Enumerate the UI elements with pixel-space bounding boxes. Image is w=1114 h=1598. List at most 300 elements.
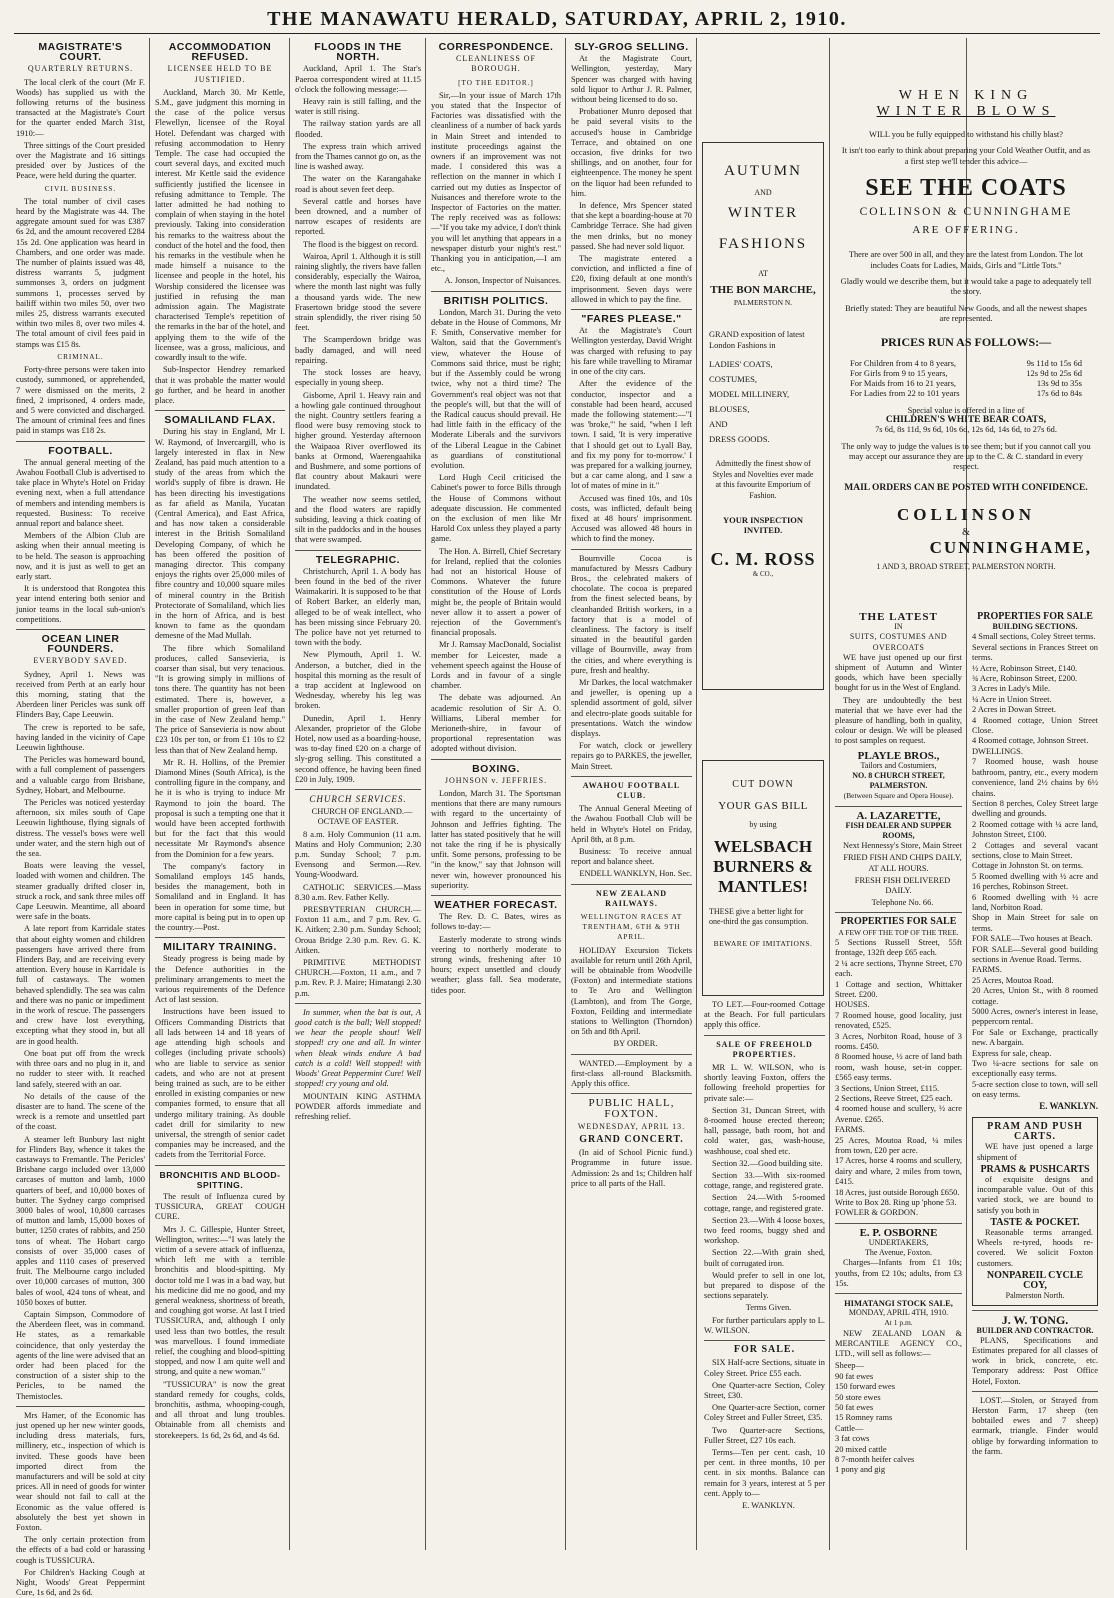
paragraph: SIX Half-acre Sections, situate in Coley Street. Price £55 each.: [704, 1358, 825, 1378]
paragraph: Mrs J. C. Gillespie, Hunter Street, Wellington, writes:—"I was lately the victim of a severe attack of influenza, which left me with a terrible bronchitis and blood-spitting. My doctor told me I was in a bad way, but his medicine did me no good, and my general weakness, shortness of breath, and coughing got worse. At last I tried TUSSICURA, and, although I only used less than two bottles, the result was marvellous. I found immediate relief, the coughing and blood-spitting stopped, and now I am quite well and strong, and quite a new woman.": [155, 1224, 285, 1377]
paragraph: One Quarter-acre Section, corner Coley Street and Fuller Street, £35.: [704, 1403, 825, 1423]
paragraph: The Scamperdown bridge was badly damaged, and will need repairing.: [295, 335, 421, 365]
ad-line: &: [962, 526, 970, 538]
ad-line: YOUR INSPECTION INVITED.: [722, 515, 804, 535]
headline: MILITARY TRAINING.: [163, 941, 277, 954]
welsbach-ad: [702, 760, 824, 996]
paragraph: It is understood that Rongotea this year intend entering both senior and junior teams in the local sub-union's competitions.: [16, 584, 145, 624]
ad-line: Admittedly the finest show of Styles and Novelties ever made at this favourite Emporium of Fashion.: [712, 459, 814, 500]
column-5: [567, 38, 696, 1550]
paragraph: Instructions have been issued to Officers Commanding Districts that all lads between 14 and 18 years of age attending high schools and colleges (including private schools) who are liable to service as senior cadets, and who are not at present being trained as such, are to be either enrolled in existing companies or new companies formed, to ensure that all undergo military training. As double cadet drill for similarity to new universal, the strength of senior cadet companies may be increased, and the cadets from the Territorial Force.: [155, 1007, 285, 1160]
paragraph: Several cattle and horses have been drowned, and a number of narrow escapes of residents are reported.: [295, 196, 421, 237]
paragraph: A steamer left Bunbury last night for Flinders Bay, whence it takes the castaways to Fremantle. The Pericles' Brisbane cargo included over 13,000 carcases of mutton and lamb, 1000 quarters of beef, and 10,000 boxes of butter. The Sydney cargo comprised 3000 bales of wool, 10,800 carcases of mutton and lamb, 15,000 boxes of butter, 1250 crates of rabbits, and 250 tons of wheat. The Hobart cargo consists of over 35,000 cases of apples and 1110 cases of preserved fruit. The Melbourne cargo included over 10,000 carcases of mutton, 300 bales of wool, 424 tons of wheat, and 1050 boxes of butter.: [16, 1134, 145, 1307]
paragraph: No details of the cause of the disaster are to hand. The scene of the wreck is a remote and unsettled part of the coast.: [16, 1091, 145, 1132]
ad-line: (Between Square and Opera House).: [843, 791, 954, 801]
property-item: FOWLER & GORDON.: [835, 1208, 919, 1218]
paragraph: Next Hennessy's Store, Main Street: [843, 841, 962, 851]
headline: MAGISTRATE'S COURT.: [38, 41, 123, 64]
stock-item: 8 7-month heifer calves: [835, 1454, 915, 1464]
paragraph: CATHOLIC SERVICES.—Mass 8.30 a.m. Rev. Father Kelly.: [295, 882, 421, 902]
ad-line: FISH DEALER AND SUPPER ROOMS,: [845, 820, 952, 841]
paragraph: The weather now seems settled, and the flood waters are rapidly subsiding, leaving a thick coating of silt in the paddocks and in the houses that were swamped.: [295, 494, 421, 545]
price-value: 13s 9d to 35s: [1036, 377, 1082, 388]
column-rule: [425, 38, 426, 1550]
paragraph: Reasonable terms arranged. Wheels re-tyred, hoods re-covered. We solicit Foxton customers.: [977, 1227, 1093, 1268]
paragraph: Boats were leaving the vessel, loaded with women and children. The steamer gradually drifted closer in, struck a rock, and sank three miles off Cape Leeuwin. Meantime, all aboard were safe in the boats.: [16, 861, 145, 922]
ad-list-item: DRESS GOODS.: [709, 434, 770, 444]
ad-line: BUILDER AND CONTRACTOR.: [976, 1325, 1094, 1335]
ad-line: Special value is offered in a line of: [907, 405, 1025, 415]
paragraph: One Quarter-acre Section, Coley Street, £30.: [704, 1380, 825, 1400]
notice-title: SALE OF FREEHOLD PROPERTIES.: [716, 1039, 813, 1059]
ad-line: Palmerston North.: [1005, 1291, 1065, 1301]
ad-line: PRAMS & PUSHCARTS: [980, 1163, 1090, 1175]
headline: CORRESPONDENCE.: [438, 41, 554, 53]
property-item: 25 Acres, Moutoa Road, ¼ miles from town, £20 per acre.: [835, 1135, 962, 1156]
ad-line: C. M. ROSS: [710, 549, 816, 569]
paragraph: BY ORDER.: [613, 1039, 658, 1049]
paragraph: The company's factory in Somaliland employs 145 hands, besides the management, both in Somaliland and in England. It has been in operation for some time, but more capital is being put in to open up the country.—Post.: [155, 861, 285, 933]
ad-line: There are over 500 in all, and they are the latest from London. The lot includes Coats for Ladies, Maids, Girls and "Little Tots.": [848, 250, 1084, 270]
property-item: 2 Roomed cottage with ¼ acre land, Johnston Street, £100.: [972, 819, 1098, 840]
property-item: FOR SALE—Two houses at Beach.: [972, 934, 1093, 944]
paragraph: Sir,—In your issue of March 17th you stated that the Inspector of Factories was dissatisfied with the cleanliness of a number of back yards in Main Street and intended to institute proceedings against the owners if an improvement was not made. I considered this was a reflection on the manner in which I carried out my duties as Inspector of Nuisances and therefore wrote to the Inspector of Factories on the matter. The reply received was as follows:—"If you take my advice, I don't think you will let anything that appears in a newspaper disturb your night's rest." Thanking you in anticipation,—I am etc.,: [431, 90, 561, 274]
ad-line: TASTE & POCKET.: [990, 1216, 1080, 1228]
ad-list-item: COSTUMES,: [709, 374, 757, 384]
ad-line: At 1 p.m.: [884, 1318, 913, 1328]
divider: [835, 1293, 962, 1294]
price-label: For Children from 4 to 8 years,: [850, 357, 956, 368]
stock-item: 15 Romney rams: [835, 1413, 893, 1423]
ad-line: E. P. OSBORNE: [859, 1226, 938, 1239]
headline: SLY-GROG SELLING.: [574, 41, 689, 53]
ad-line: AND: [754, 188, 772, 197]
ad-line: SUITS, COSTUMES AND OVERCOATS: [849, 632, 948, 652]
paragraph: FRESH FISH DELIVERED DAILY.: [854, 875, 951, 896]
price-label: For Ladies from 22 to 101 years: [850, 387, 960, 398]
ad-line: COLLINSON & CUNNINGHAME: [859, 206, 1073, 219]
paragraph: Christchurch, April 1. A body has been found in the bed of the river Waimakariri. It is supposed to be that of Robert Barker, an elderly man, alleged to be of weak intellect, who has been missing since February 20. The police have not yet returned to town with the body.: [295, 566, 421, 648]
stock-item: 50 store ewes: [835, 1392, 881, 1402]
paragraph: Section 31, Duncan Street, with 8-roomed house erected thereon; hall, passage, bath room, hot and cold water, gas, wash-house, washhouse, coal shed etc.: [704, 1105, 825, 1156]
paragraph: The flood is the biggest on record.: [303, 239, 419, 249]
paragraph: Probationer Munro deposed that he paid several visits to the accused's house in Cambridge Terrace, and obtained on one occasion, five drinks for two shillings, and on another, four for eighteenpence. The money he spent on the liquor had been refunded to him.: [571, 107, 692, 198]
stock-item: 90 fat ewes: [835, 1371, 874, 1381]
property-item: 6 Roomed dwelling with ½ acre land, Norbiton Road.: [972, 892, 1098, 912]
masthead-rule: [14, 33, 1100, 34]
paragraph: Lord Hugh Cecil criticised the Cabinet's power to force Bills through the House of Commons without adequate discussion. He commented on the exclusion of men like Mr Harold Cox unless they played a party game.: [431, 473, 561, 544]
property-item: Cottage in Johnston St. on terms.: [972, 861, 1083, 871]
ad-line: SEE THE COATS: [865, 175, 1067, 202]
paragraph: At the Magistrate Court, Wellington, yesterday, Mary Spencer was charged with having sold liquor to Arthur J. R. Palmer, without being licensed to do so.: [571, 54, 692, 105]
paragraph: The Hon. A. Birrell, Chief Secretary for Ireland, replied that the colonies had not an historical House of Commons. Whatever the future constitution of the House of Lords might be, the people of Britain would never allow it to assert a power of rejection of the Government's financial proposals.: [431, 546, 561, 638]
paragraph: Bournville Cocoa is manufactured by Messrs Cadbury Bros., the celebrated makers of chocolate. The cocoa is prepared from the finest selected beans, by cleanhanded British workers, in a factory that is a model of cleanliness. The factory is itself situated in the beautiful garden village of Bournville, away from the cities, and where everything is pure, fresh and healthy.: [571, 553, 692, 675]
signature: E. WANKLYN.: [742, 1500, 795, 1510]
ad-line: PROPERTIES FOR SALE: [840, 916, 957, 928]
paragraph: The total number of civil cases heard by the Magistrate was 44. The aggregate amount sued for was £387 6s 2d, and the amount recovered £284 15s 2d. One application was heard in Chambers, and one order was made. The number of plaints issued was 48, distress warrants 5, judgment summonses 3, orders on judgment summons 1, processes served by bailiff within two miles 50, over two miles 25, distress warrants executed within two miles 8, over two miles 4. The total amount of civil fees paid in stamps was £15 8s.: [16, 196, 145, 349]
ad-line: BUILDING SECTIONS.: [992, 622, 1078, 632]
subhead: CIVIL BUSINESS.: [44, 184, 117, 193]
paragraph: Gisborne, April 1. Heavy rain and a howling gale continued throughout the night. Country settlers fearing a flood were busy removing stock to higher ground. Yesterday afternoon the Waipaoa River overflowed its banks at Ormond, Waerengaahika and Bushmere, and some portions of flat country about Makauri were inundated.: [295, 390, 421, 492]
paragraph: Members of the Albion Club are asking when their annual meeting is to be held. The season is approaching now, and it is just as well to get an early start.: [16, 531, 145, 581]
masthead: THE MANAWATU HERALD, SATURDAY, APRIL 2, 1910.: [267, 8, 847, 30]
paragraph: CHURCH OF ENGLAND.—OCTAVE OF EASTER.: [311, 807, 413, 827]
headline: TELEGRAPHIC.: [315, 553, 401, 566]
divider: [704, 1340, 825, 1341]
paragraph: Three sittings of the Court presided over the Magistrate and 16 sittings presided over by Justices of the Peace, were held during the quarter.: [16, 140, 145, 181]
paragraph: For Children's Hacking Cough at Night, Woods' Great Peppermint Cure, 1s 6d, and 2s 6d.: [16, 1567, 145, 1598]
property-item: 5 Roomed dwelling with ½ acre and 16 perches, Robinson Street.: [972, 871, 1098, 892]
divider: [155, 410, 285, 411]
property-item: 18 Acres, just outside Borough £650.: [835, 1187, 960, 1197]
stock-list: [835, 1361, 962, 1475]
notice-title: AWAHOU FOOTBALL CLUB.: [582, 780, 681, 801]
subhead: WEDNESDAY, APRIL 13.: [577, 1121, 686, 1131]
property-item: 5-acre section close to town, will sell on easy terms.: [972, 1079, 1098, 1100]
paragraph: Steady progress is being made by the Defence authorities in the preliminary arrangements to meet the various requirements of the Defence Act of last session.: [155, 954, 285, 1005]
property-item: 1 Cottage and section, Whittaker Street. £200.: [835, 979, 962, 999]
price-value: 12s 9d to 25s 6d: [1026, 367, 1082, 378]
property-item: FARMS.: [835, 1125, 865, 1135]
ad-line: WELSBACH: [713, 837, 813, 856]
paragraph: Section 24.—With 5-roomed cottage, range, and registered grate.: [704, 1193, 825, 1213]
paragraph: Business: To receive annual report and balance sheet.: [571, 847, 692, 867]
divider: [16, 441, 145, 442]
divider: [972, 1310, 1098, 1311]
property-item: HOUSES.: [835, 1000, 870, 1010]
ad-line: IN: [894, 622, 903, 632]
divider: [431, 291, 561, 292]
paragraph: of exquisite designs and incomparable value. Out of this varied stock, we are bound to satisfy you both in: [977, 1174, 1093, 1215]
notice-title: NEW ZEALAND RAILWAYS.: [595, 888, 668, 908]
subhead: EVERYBODY SAVED.: [33, 656, 128, 666]
property-list: [972, 632, 1098, 1100]
ad-line: PROPERTIES FOR SALE: [977, 611, 1093, 622]
property-item: 25 Acres, Moutoa Road.: [972, 975, 1054, 985]
divider: [16, 1406, 145, 1407]
ad-line: PLAYLE BROS.,: [857, 749, 940, 762]
paragraph: Mr R. H. Hollins, of the Premier Diamond Mines (South Africa), is the controlling figure in the company, and he it is who is trying to induce Mr Raymond to join the board. The proposal is such a tempting one that it would have been accepted forthwith but for the fact that this would necessitate Mr Raymond's absence from the Dominion for a few years.: [155, 757, 285, 859]
ad-line: MONDAY, APRIL 4TH, 1910.: [848, 1308, 949, 1318]
property-list: [835, 938, 962, 1219]
ad-line: WHEN KING: [898, 88, 1034, 103]
property-item: 3 Sections, Union Street, £115.: [835, 1083, 940, 1093]
stock-item: 3 fat cows: [835, 1434, 870, 1444]
paragraph: Sydney, April 1. News was received from Perth at an early hour this morning, stating that the Aberdeen liner Pericles was sunk off Flinders Bay, Cape Leeuwin.: [16, 669, 145, 720]
price-value: 17s 6d to 84s: [1036, 387, 1082, 398]
subhead: JOHNSON v. JEFFRIES.: [444, 775, 548, 785]
pram-ad: [972, 1117, 1098, 1306]
ad-line: Gladly would we describe them, but it would take a page to adequately tell the story.: [840, 277, 1092, 297]
paragraph: The Pericles was homeward bound, with a full complement of passengers and a valuable cargo from Brisbane, Sydney, Hobart, and Melbourne.: [16, 755, 145, 795]
ad-line: GRAND exposition of latest London Fashions in: [709, 330, 805, 350]
divider: [155, 937, 285, 938]
property-item: ¾ Acre, Robinson Street, £200.: [972, 674, 1078, 684]
divider: [972, 1391, 1098, 1392]
ad-line: Tailors and Costumiers,: [860, 760, 937, 770]
property-item: FOR SALE—Several good building sections in Avenue Road. Terms.: [972, 944, 1098, 964]
paragraph: Forty-three persons were taken into custody, summoned, or apprehended, 7 were dismissed on the merits, 2 fined, 2 imprisoned, 4 orders made, and 5 were convicted and discharged. The amount of criminal fees and fines paid in stamps was £18 2s.: [16, 365, 145, 436]
paragraph: In defence, Mrs Spencer stated that she kept a boarding-house at 70 Cambridge Terrace. She had given the men drinks, but no money passed. She had never sold liquor.: [571, 201, 692, 251]
notice-title: GRAND CONCERT.: [579, 1133, 684, 1145]
subhead: [TO THE EDITOR.]: [458, 78, 534, 87]
property-item: ¼ Acre in Union Street.: [972, 694, 1052, 704]
paragraph: The stock losses are heavy, especially in young sheep.: [295, 368, 421, 388]
ad-line: AT: [758, 269, 768, 278]
property-item: 7 Roomed house, good locality, just renovated, £525.: [835, 1010, 962, 1031]
stock-item: 1 pony and gig: [835, 1465, 886, 1475]
ad-list-item: BLOUSES,: [709, 404, 750, 414]
paragraph: PRESBYTERIAN CHURCH.—Foxton 11 a.m., and 7 p.m. Rev. G. K. Aitken; 2.30 p.m. Sunday School; Oroua Bridge 2.30 p.m. Rev. G. K. Aitken.: [295, 905, 421, 955]
paragraph: Terms—Ten per cent. cash, 10 per cent. in three months, 10 per cent. in six months. Balance can remain for 3 years, interest at 5 per cent. Apply to—: [704, 1447, 825, 1498]
column-1: [12, 38, 149, 1598]
stock-item: 150 forward ewes: [835, 1382, 895, 1392]
ad-line: by using: [749, 820, 777, 829]
paragraph: The fibre which Somaliland produces, called Sansevieria, is coarser than sisal, but very tenacious. "It is growing simply in millions of tons there. The quantity has not been estimated. There is, however, a smaller proportion of green leaf than in the case of New Zealand hemp." The price of Sansevieria is now about £23 10s per ton, or from £1 10s to £2 less than that of New Zealand hemp.: [155, 643, 285, 755]
subhead: CLEANLINESS OF BOROUGH.: [455, 54, 536, 74]
ad-line: PRAM AND PUSH CARTS.: [987, 1120, 1083, 1143]
ad-line: UNDERTAKERS,: [868, 1238, 929, 1248]
ad-line: BURNERS &: [713, 857, 813, 876]
price-row: [850, 358, 1082, 368]
paragraph: Heavy rain is still falling, and the water is still rising.: [295, 97, 421, 117]
divider: [835, 806, 962, 807]
paragraph: The local clerk of the court (Mr F. Woods) has supplied us with the following returns of the business transacted at the Magistrate's Court for the quarter ended March 31st, 1910:—: [16, 77, 145, 138]
paragraph: The annual general meeting of the Awahou Football Club is advertised to take place in Whyte's Hotel on Friday evening next, when a full attendance of members and intending members is requested. Business: To receive annual report and balance sheet.: [16, 457, 145, 528]
property-item: 8 Roomed house, ½ acre of land bath room, wash house, set-in copper. £565 easy terms.: [835, 1052, 962, 1083]
paragraph: MOUNTAIN KING ASTHMA POWDER affords immediate and refreshing relief.: [295, 1091, 421, 1121]
headline: "FARES PLEASE.": [581, 313, 682, 326]
ad-line: The only way to judge the values is to see them; but if you cannot call you may accept our assurance they are up to the C. & C. standard in every respect.: [841, 441, 1091, 472]
ad-line: MANTLES!: [718, 877, 808, 896]
property-item: 4 Roomed cottage, Johnson Street.: [972, 736, 1089, 746]
subhead: LICENSEE HELD TO BE JUSTIFIED.: [167, 64, 273, 84]
ad-line: CUNNINGHAME,: [929, 537, 1092, 557]
paragraph: Auckland, March 30. Mr Kettle, S.M., gave judgment this morning in the case of the police versus Flewellyn, licensee of the Royal Hotel. Defendant was charged with refusing accommodation to Henry Temple. The case had occupied the court several days, and excited much interest. Mr Kettle said the evidence sufficiently justified the licensee in refusing admittance to Temple. The latter admitted he had nothing to complain of when staying in the hotel previously. Taking into consideration his remarks to the waitress about the conduct of the hotel and the food, then his remarks in the vestibule when he made himself a nuisance to the licensee and people in the hotel, his Worship considered the licensee was justified in refusing the man admission again. The Magistrate characterised Temple's repetition of the remarks in the bar of the hotel, and applying them to the wife of the licensee, was a gross, malicious, and cowardly insult to the wife.: [155, 87, 285, 363]
property-item: Section 8 perches, Coley Street large dwelling and grounds.: [972, 798, 1098, 819]
ad-line: CUT DOWN: [732, 779, 794, 790]
divider: [571, 1054, 692, 1055]
ad-line: 7s 6d, 8s 11d, 9s 6d, 10s 6d, 12s 6d, 14s 6d, to 27s 6d.: [875, 424, 1057, 434]
paragraph: WANTED.—Employment by a first-class all-round Blacksmith. Apply this office.: [571, 1058, 692, 1089]
ad-line: E. WANKLYN.: [1039, 1100, 1098, 1111]
divider: [835, 912, 962, 913]
paragraph: FRIED FISH AND CHIPS DAILY, AT ALL HOURS.: [843, 853, 962, 873]
paragraph: Would prefer to sell in one lot, but prepared to dispose of the sections separately.: [704, 1270, 825, 1301]
column-rule: [696, 38, 697, 1550]
paragraph: Easterly moderate to strong winds veering to northerly moderate to strong winds, freshening after 10 hours; expect unsettled and cloudy weather; glass fall. Sea moderate, tides poor.: [431, 934, 561, 995]
divider: [295, 550, 421, 551]
paragraph: The express train which arrived from the Thames cannot go on, as the line is washed away.: [295, 141, 421, 172]
divider: [16, 629, 145, 630]
paragraph: The only certain protection from the effects of a bad cold or harassing cough is TUSSICURA.: [16, 1535, 145, 1565]
paragraph: Two Quarter-acre Sections, Fuller Street, £27 10s each.: [704, 1425, 825, 1445]
subhead: CRIMINAL.: [57, 352, 104, 361]
property-item: 3 Acres in Lady's Mile.: [972, 684, 1051, 694]
paragraph: London, March 31. The Sportsman mentions that there are many rumours with regard to the uncertainty of Johnson and Jeffries fighting. The latter has stated positively that he will not take the ring if he is physically unfit. Some persons, professing to be "in the know," say that Johnson will never win, however pronounced his superiority.: [431, 789, 561, 890]
headline: BRONCHITIS AND BLOOD-SPITTING.: [159, 1169, 281, 1190]
headline: WEATHER FORECAST.: [434, 899, 558, 912]
paragraph: The crew is reported to be safe, having landed in the vicinity of Cape Leeuwin lighthouse.: [16, 722, 145, 752]
price-label: For Girls from 9 to 15 years,: [850, 367, 948, 378]
property-item: 2 Acres in Dowan Street.: [972, 705, 1056, 715]
headline: OCEAN LINER FOUNDERS.: [41, 632, 120, 656]
paragraph: Accused was fined 10s, and 10s costs, was inflicted, default being fixed at 48 hours' imprisonment. Accused was allowed 48 hours in which to find the money.: [571, 493, 692, 544]
property-item: 2 ¼ acre sections, Thynne Street, £70 each.: [835, 958, 962, 979]
property-item: 4 Roomed cottage, Union Street Close.: [972, 715, 1098, 736]
headline: ACCOMMODATION REFUSED.: [168, 41, 272, 64]
paragraph: PLANS, Specifications and Estimates prepared for all classes of work in brick, concrete, etc. Temporary address: Post Office Hotel, Foxton.: [972, 1335, 1098, 1386]
paragraph: After the evidence of the conductor, inspector and a constable had been heard, accused made the following statement:—"I was 'broke,'" he said, "when I left town. I said, 'It is very imperative that I should get out to Lyall Bay, and fix my pony for to-morrow.' I was prepared for a walking journey, but a car came along, and I saw a lot of mates of mine in it.": [571, 379, 692, 491]
paragraph: Section 23.—With 4 loose boxes, two feed rooms, buggy shed and workshop.: [704, 1215, 825, 1246]
paragraph: The Pericles was noticed yesterday afternoon, six miles south of Cape Leeuwin lighthouse, flying signals of distress. The vessel's bows were well under water, and the stern high out of the sea.: [16, 798, 145, 859]
paragraph: A late report from Karridale states that about eighty women and children passengers have arrived there from Flinders Bay, and are receiving every attention. Every house in Karridale is full of castaways. The women behaved splendidly. The sea was calm and there was no panic or impediment in the work of rescue. The passengers and crew have lost everything, excepting what they stood in, but all are in good health.: [16, 924, 145, 1046]
ad-line: AUTUMN: [724, 163, 802, 179]
property-item: For Sale or Exchange, practically new. A bargain.: [972, 1027, 1098, 1048]
ad-line: PRICES RUN AS FOLLOWS:—: [880, 334, 1052, 349]
stock-item: Sheep—: [835, 1361, 864, 1371]
collinson-cunninghame-ad: [832, 78, 1100, 606]
paragraph: PRIMITIVE METHODIST CHURCH.—Foxton, 11 a.m., and 7 p.m. Rev. P. J. Maire; Himatangi 2.30 p.m.: [295, 958, 421, 998]
ad-item-list: [709, 357, 817, 447]
paragraph: MR L. W. WILSON, who is shortly leaving Foxton, offers the following freehold properties for private sale:—: [704, 1063, 825, 1103]
ad-line: THE BON MARCHE,: [710, 284, 816, 296]
paragraph: (In aid of School Picnic fund.) Programme in future issue. Admission: 2s and 1s; Children half price to all parts of the Hall.: [571, 1148, 692, 1188]
divider: [835, 1223, 962, 1224]
headline: SOMALILAND FLAX.: [164, 414, 276, 427]
paragraph: Sub-Inspector Hendrey remarked that it was probable the matter would go further, and be heard in another place.: [155, 365, 285, 405]
paragraph: The Annual General Meeting of the Awahou Football Club will be held in Whyte's Hotel on Friday, April 8th, at 8 p.m.: [571, 804, 692, 844]
subhead: WELLINGTON RACES AT TRENTHAM, 6TH & 9TH APRIL.: [580, 913, 683, 942]
ad-line: BEWARE OF IMITATIONS.: [713, 939, 813, 948]
divider: [155, 1165, 285, 1166]
ad-line: The Avenue, Foxton.: [865, 1248, 932, 1258]
ad-line: THE LATEST: [859, 611, 938, 623]
divider: [571, 884, 692, 885]
property-item: ½ Acre, Robinson Street, £140.: [972, 663, 1078, 673]
paragraph: Section 32.—Good building site.: [712, 1158, 823, 1168]
paragraph: HOLIDAY Excursion Tickets available for return until 26th April, will be obtainable from Woodville (Foxton) and intermediate stations to Te Aro and Wellington (Lambton), and from The Gorge, Foxton, Feilding and intermediate stations to Wellington (Thorndon) on 5th and 8th April.: [571, 945, 692, 1037]
column-rule: [829, 38, 830, 1550]
paragraph: Section 33.—With six-roomed cottage, range, and registered grate.: [704, 1171, 825, 1191]
headline: BOXING.: [472, 762, 520, 775]
ad-line: WILL you be fully equipped to withstand his chilly blast?: [869, 130, 1063, 139]
column-3: [291, 38, 425, 1550]
property-item: 2 Cottages and several vacant sections, close to Main Street.: [972, 840, 1098, 860]
property-item: Write to Box 28. Ring up 'phone 53.: [835, 1198, 957, 1208]
paragraph: New Plymouth, April 1. W. Anderson, a butcher, died in the hospital this morning as the result of a trap accident at Inglewood on Wednesday, whereby his leg was broken.: [295, 650, 421, 711]
paragraph: Section 22.—With grain shed, built of corrugated iron.: [704, 1248, 825, 1268]
paragraph: Wairoa, April 1. Although it is still raining slightly, the rivers have fallen considerably, especially the Wairoa, where the month last night was fully a thousand yards wide. The new Frasertown bridge stood the severe strain splendidly, the river rising 50 feet.: [295, 251, 421, 333]
ad-line: HIMATANGI STOCK SALE,: [844, 1298, 953, 1309]
paragraph: London, March 31. During the veto debate in the House of Commons, Mr F. Smith, Conservative member for Walton, said that the Government's view, whatever the House of Commons said thrice, must be right; but if the Assembly could be wrong twice, why not a third time? The Government's real object was not that the people's will, but that the will of the Radical caucus should prevail. He had little faith in the efficacy of the Moderate Liberals and the survivors of the Liberal League in the Cabinet as guardians of constitutional evolution.: [431, 307, 561, 470]
column-4: [427, 38, 565, 1550]
paragraph: NEW ZEALAND LOAN & MERCANTILE AGENCY CO., LTD., will sell as follows:—: [835, 1328, 962, 1359]
property-item: 4 Small sections, Coley Street terms.: [972, 632, 1096, 642]
headline: FLOODS IN THE NORTH.: [314, 41, 402, 64]
paragraph: TO LET.—Four-roomed Cottage at the Beach. For full particulars apply this office.: [704, 1000, 825, 1030]
ad-line: A FEW OFF THE TOP OF THE TREE.: [838, 927, 959, 937]
ad-line: NO. 8 CHURCH STREET, PALMERSTON.: [852, 771, 945, 791]
paragraph: The magistrate entered a conviction, and inflicted a fine of £20, fixing default at one month's imprisonment. Seven days were allowed in which to pay the fine.: [571, 254, 692, 304]
property-item: 5 Sections Russell Street, 55ft frontage, 132ft deep £65 each.: [835, 937, 962, 958]
column-rule: [565, 38, 566, 1550]
divider: [571, 549, 692, 550]
notice-title: FOR SALE.: [733, 1344, 796, 1356]
paragraph: Auckland, April 1. The Star's Paeroa correspondent wired at 11.15 o'clock the following message:—: [295, 64, 421, 94]
ad-line: THESE give a better light for one-third the gas consumption.: [709, 907, 809, 926]
paragraph: 8 a.m. Holy Communion (11 a.m. Matins and Holy Communion; 2.30 p.m. Sunday School; 7 p.m. Evensong and Sermon.—Rev. Young-Woodward.: [295, 829, 421, 880]
paragraph: One boat put off from the wreck with three oars and no plug in it, and no rudder to steer with. It reached land safely, steered with an oar.: [16, 1048, 145, 1089]
ad-line: It isn't too early to think about preparing your Cold Weather Outfit, and as a first step we'll tender this advice—: [841, 146, 1091, 166]
paragraph: WE have just opened a large shipment of: [977, 1142, 1093, 1162]
divider: [704, 1035, 825, 1036]
property-item: Several sections in Frances Street on terms.: [972, 642, 1098, 663]
property-item: DWELLINGS.: [972, 746, 1023, 756]
paragraph: Dunedin, April 1. Henry Alexander, proprietor of the Globe Hotel, now used as a boarding-house, was to-day fined £20 on a charge of sly-grog selling. This constituted a second offence, he having been fined £20 in July, 1909.: [295, 713, 421, 784]
ad-list-item: AND: [709, 419, 728, 429]
paragraph: They are undoubtedly the best material that we have ever had the pleasure of handling, both in quality, colour or design. We will be pleased to post samples on request.: [835, 695, 962, 746]
column-8: [968, 612, 1102, 1550]
paragraph: Mr Darkes, the local watchmaker and jeweller, is opening up a splendid assortment of gold, silver and electro-plate goods suitable for presentations. Watch the window displays.: [571, 677, 692, 738]
ad-list-item: LADIES' COATS,: [709, 359, 773, 369]
notice-title: PUBLIC HALL, FOXTON.: [588, 1097, 675, 1120]
paragraph: The debate was adjourned. An academic resolution of Sir A. O. Williams, Liberal member for Merioneth-shire, in favour of proportional representation was adopted without division.: [431, 693, 561, 754]
property-item: 17 Acres, horse 4 rooms and scullery, dairy and whare, 2 miles from town, £415.: [835, 1156, 962, 1187]
paragraph: Charges—Infants from £1 10s; youths, from £2 10s; adults, from £3 15s.: [835, 1258, 962, 1288]
stock-item: Cattle—: [835, 1423, 864, 1433]
ad-line: ARE OFFERING.: [912, 224, 1020, 237]
ad-line: WINTER: [727, 205, 799, 221]
property-item: 5000 Acres, owner's interest in lease, peppercorn rental.: [972, 1007, 1098, 1027]
stock-item: 20 mixed cattle: [835, 1444, 887, 1454]
ad-line: NONPAREIL CYCLE COY,: [986, 1269, 1084, 1291]
column-6-notices: [700, 1000, 829, 1550]
paragraph: Captain Simpson, Commodore of the Aberdeen fleet, was in command. He states, as a remarkable coincidence, that only yesterday the agents of the line were advised that an order had been placed for the construction of a sister ship to the Pericles, to be named the Themistocles.: [16, 1309, 145, 1401]
price-label: For Maids from 16 to 21 years,: [850, 377, 957, 388]
divider: [431, 759, 561, 760]
price-value: 9s 11d to 15s 6d: [1026, 357, 1082, 368]
property-item: 20 Acres, Union St., with 8 roomed cottage.: [972, 986, 1098, 1006]
property-item: Shop in Main Street for sale on terms.: [972, 913, 1098, 933]
ad-line: WINTER BLOWS: [876, 104, 1056, 119]
ad-line: MAIL ORDERS CAN BE POSTED WITH CONFIDENCE.: [844, 482, 1088, 493]
ad-line: COLLINSON: [896, 504, 1036, 524]
paragraph: During his stay in England, Mr I. W. Raymond, of Invercargill, who is largely interested in flax in New Zealand, has paid much attention to a study of the areas from which the world's supply of fibre is drawn. He has been directing his investigations as far afield as Manila, Yucatan (Central America), and East Africa, and has now taken a considerable interest in the British Somaliland Developing Company, of which he has been offered the position of managing director. This company enjoys the rights over 25,000 miles of fibre country and 10,000 square miles of mineral country in the British Protectorate of Somaliland, which lies in the horn of Africa, and is best known to fame as the quondam demesne of the Mad Mullah.: [155, 427, 285, 641]
property-item: FARMS.: [972, 965, 1002, 975]
ad-line: Briefly stated: They are beautiful New Goods, and all the newest shapes are represented.: [845, 303, 1087, 324]
ad-line: & CO.,: [752, 570, 774, 578]
property-item: 7 Roomed house, wash house bathroom, pantry, etc., every modern convenience, land 2½ chains by 6½ chains.: [972, 757, 1098, 798]
price-row: [850, 388, 1082, 398]
property-item: 2 Sections, Reeve Street, £25 each.: [835, 1093, 953, 1103]
column-2: [151, 38, 289, 1550]
ad-line: YOUR GAS BILL: [718, 800, 808, 812]
signature: A. Jonson, Inspector of Nuisances.: [444, 276, 561, 286]
paragraph: "TUSSICURA" is now the great standard remedy for coughs, colds, bronchitis, asthma, whooping-cough, and all throat and lung troubles. Obtainable from all chemists and storekeepers. 1s 6d, 2s 6d, and 4s 6d.: [155, 1379, 285, 1440]
property-item: Express for sale, cheap.: [972, 1048, 1052, 1058]
property-item: 3 Acres, Norbiton Road, house of 3 rooms. £450.: [835, 1031, 962, 1051]
paragraph: LOST.—Stolen, or Strayed from Herston Farm, 17 sheep (ten bobtailed ewes and 7 sheep) earmark, triangle. Finder would oblige by forwarding information to the farm.: [972, 1395, 1098, 1456]
subhead: QUARTERLY RETURNS.: [27, 64, 134, 74]
ad-line: FASHIONS: [718, 236, 808, 252]
divider: [571, 776, 692, 777]
headline: BRITISH POLITICS.: [443, 294, 549, 307]
ad-list-item: MODEL MILLINERY,: [709, 389, 790, 399]
paragraph: The railway station yards are all flooded.: [295, 119, 421, 139]
paragraph: Mr J. Ramsay MacDonald, Socialist member for Leicester, made a vehement speech against the House of Lords and in favour of a single chamber.: [431, 640, 561, 691]
subhead: CHURCH SERVICES.: [309, 794, 407, 805]
